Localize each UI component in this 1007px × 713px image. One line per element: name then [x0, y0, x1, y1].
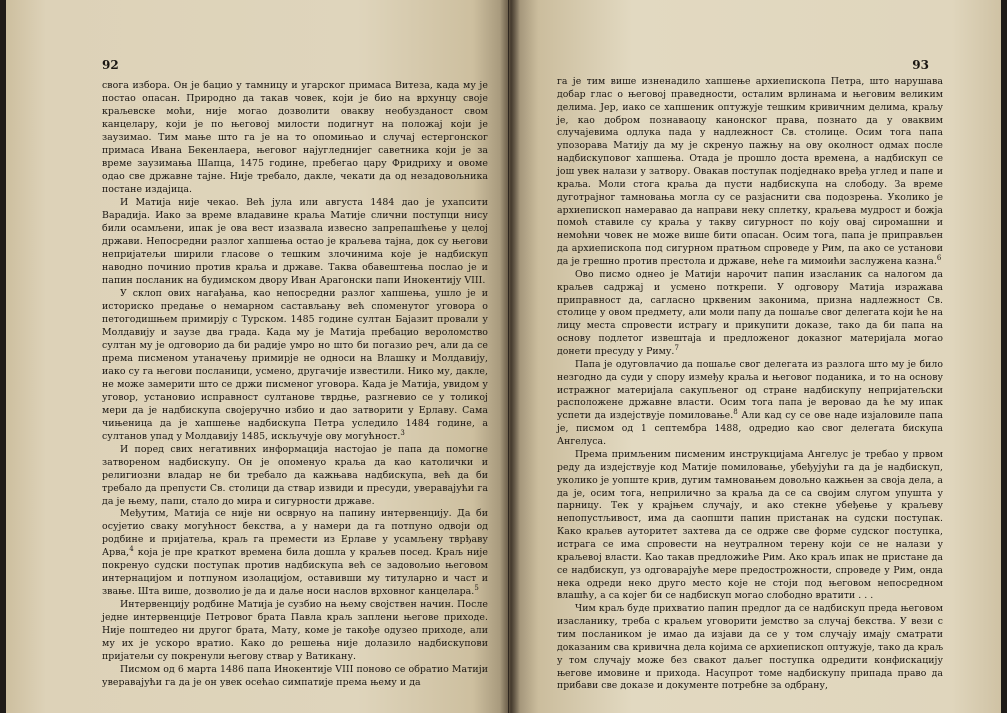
footnote-marker: 8 — [733, 408, 738, 417]
paragraph: И поред свих негативних информација настојао је папа да помогне затвореном надбискупу. Он је опоменуо краља да као католички и религиозни владар не би требало да кажњава надбискупа, већ да би требало да препусти Св. столици да ствар извиди и пресуди, уверавајући га да је њему, папи, стало до мира и сигурности државе. — [102, 443, 488, 507]
paragraph: Ово писмо однео је Матији нарочит папин изасланик са налогом да краљев садржај и усмено поткрепи. У одговору Матија изражава приправност да, сагласно црквеним законима, призна надлежност Св. столице у овом предмету, али моли папу да пошаље свог делегата који ће на лицу места спровести истрагу и прикупити доказе, тако да би папа на основу подлетог извештаја и предложеног доказног материјала могао донети пресуду у Риму.$^7$ — [557, 268, 943, 358]
left-page — [6, 0, 508, 713]
paragraph: Папа је одуговлачио да пошаље свог делегата из разлога што му је било незгодно да суди у спору између краља и његовог поданика, и то на основу истражног материјала сакупљеног од стране надбискупу непријатељски расположене државне власти. Осим тога папа је веровао да ће му ипак успети да издејствује помиловање.$^8$ Али кад су се ове наде изјаловиле папа је, писмом од 1 септембра 1488, одредио као свог делегата бискупа Ангелуса. — [557, 358, 943, 448]
paragraph: Чим краљ буде прихватио папин предлог да се надбискуп преда његовом изасланику, треба с краљем уговорити јемство за случај бекства. У вези с тим послаником је имао да изјави да се у том случају имају сматрати доказаним сва кривична дела којима се архиепископ оптужује, тако да краљ у том случају може без свакот даљег поступка одредити конфискацију његове имовине и прихода. Насупрот томе надбискупу припада право да прибави све доказе и документе потребне за одбрану, — [557, 603, 943, 692]
right-page — [509, 0, 1001, 713]
page-number: 92 — [102, 58, 119, 72]
paragraph: свога избора. Он је бацио у тамницу и угарског примаса Витеза, када му је постао опасан. Природно да такав човек, који је био на врхунцу своје краљевске моћи, није могао дозволити овакву необузданост свом канцелару, који је по његовој милости подигнут на положај који је заузимао. Тим мање што га је на то опомињао и случај естергонског примаса Ивана Бекенлаера, његовог најугледнијег саветника који је за време заузимања Шапца, 1475 године, пребегао цару Фридриху и овоме одао све државне тајне. Није требало, дакле, чекати да од незадовољника постане издајица. — [102, 80, 488, 195]
paragraph: Међутим, Матија се није ни осврнуо на папину интервенцију. Да би осујетио сваку могућност бекства, а у намери да га потпуно одвоји од родбине и пријатеља, краљ га премести из Ерлаве у усамљену тврђаву Арва,$^4$ која је пре краткот времена била дошла у краљев посед. Краљ није покренуо судски поступак против надбискупа већ се задовољио његовом интернацијом и потпуном изолацијом, оставивши му титуларно и част и звање. Шта више, дозволио је да и даље носи наслов врховног канцелара.$^5$ — [102, 508, 488, 598]
footnote-marker: 4 — [129, 545, 134, 554]
footnote-marker: 6 — [936, 253, 942, 262]
paragraph: И Матија није чекао. Већ јула или августа 1484 дао је ухапсити Варадија. Иако за време владавине краља Матије слични поступци нису били осамљени, ипак је ова вест изазвала извесно запрепашћење у целој држави. Непосредни разлог хапшења остао је краљева тајна, док су његови непријатељи ширили гласове о тешким злочинима које је надбискуп наводно починио против краља и државе. Таква обавештења послао је и папин посланик на будимском двору Иван Арагонски папи Инокентију VIII. — [102, 196, 488, 286]
paragraph: Писмом од 6 марта 1486 папа Инокентије VIII поново се обратио Матији уверавајући га да је он увек осећао симпатије према њему и да — [102, 664, 488, 689]
paragraph: га је тим више изненадило хапшење архиепископа Петра, што нарушава добар глас о његовој праведности, осталим врлинама и његовим великим делима. Јер, иако се хапшеник оптужује тешким кривичним делима, краљу је, као добром познаваоцу канонског права, познато да у оваквим случајевима одлука пада у надлежност Св. столице. Осим тога папа упозорава Матију да му је скренуо пажњу на ову околност одмах после надбискуповог хапшења. Отада је прошло доста времена, а надбискуп се још увек налази у затвору. Овакав поступак подједнако вређа углед и папе и краља. Моли стога краља да пусти надбискупа на слободу. За време дуготрајног тамновања могла су се разјаснити сва подозрења. Уколико је архиепископ намеравао да направи неку сплетку, краљева мудрост и божја помоћ ставиле су краља у такву сигурност по коју овај сиромашни и немоћни човек не може више бити опасан. Осим тога, папа је приправљен да архиепископа под сигурном пратњом спроведе у Рим, па ако се установи да је грешно против престола и државе, неће га мимоићи заслужена казна.$^6$ — [557, 76, 943, 268]
footnote-marker: 5 — [474, 584, 479, 593]
page-number: 93 — [912, 58, 929, 72]
footnote-marker: 7 — [674, 343, 679, 352]
page-body — [557, 76, 943, 693]
paragraph: Интервенцију родбине Матија је сузбио на њему својствен начин. После једне интервенције Петровог брата Павла краљ заплени његове приходе. Није поштедео ни другог брата, Мату, коме је такође одузео приходе, али му их је ускоро вратио. Како до решења није долазило надбискупови пријатељи су покренули његову ствар у Ватикану. — [102, 599, 488, 663]
page-body — [102, 80, 488, 690]
footnote-marker: 3 — [400, 428, 405, 437]
book-gutter — [500, 0, 520, 713]
paragraph: У склоп ових нагађања, као непосредни разлог хапшења, ушло је и историско предање о немарном састављању већ споменутог уговора о петогодишњем примирју с Турском. 1485 године султан Бајазит провали у Молдавију и заузе два града. Када му је Матија пребацио вероломство султан му је одговорио да би радије умро но што би погазио реч, али да се према писменом утаначењу примирје не односи на Влашку и Молдавију, иако су га његови посланици, усмено, другачије известили. Нико му, дакле, не може замерити што се држи писменог уговора. Када је Матија, увидом у уговор, установио исправност султанове тврдње, разгневио се у толикој мери да је надбискупа својеручно избио и дао затворити у Ерлаву. Сама чињеница да је хапшење надбискупа Петра уследило 1484 године, а султанов упад у Молдавију 1485, искључује ову могућност.$^3$ — [102, 287, 488, 442]
paragraph: Према примљеним писменим инструкцијама Ангелус је требао у првом реду да издејствује код Матије помиловање, убеђујући га да је надбискуп, уколико је уопште крив, дугим тамновањем довољно кажњен за своја дела, а да је, осим тога, неприлично за краља да се са својим слугом упушта у парницу. Тек у крајњем случају, и ако стекне убеђење у краљеву непопустљивост, има да саопшти папин пристанак на судски поступак. Како краљев ауторитет захтева да се одрже све форме судског поступка, истрага се има спровести на неутралном терену који се не налази у краљевој власти. Као такав предложиће Рим. Ако краљ ипак не пристане да се надбискуп, уз одговарајуће мере предострожности, спроведе у Рим, онда нека одреди неко друго место које не стоји под његовом непосредном влашћу, а са којег би се надбискуп могао слободно вратити . . . — [557, 448, 943, 602]
